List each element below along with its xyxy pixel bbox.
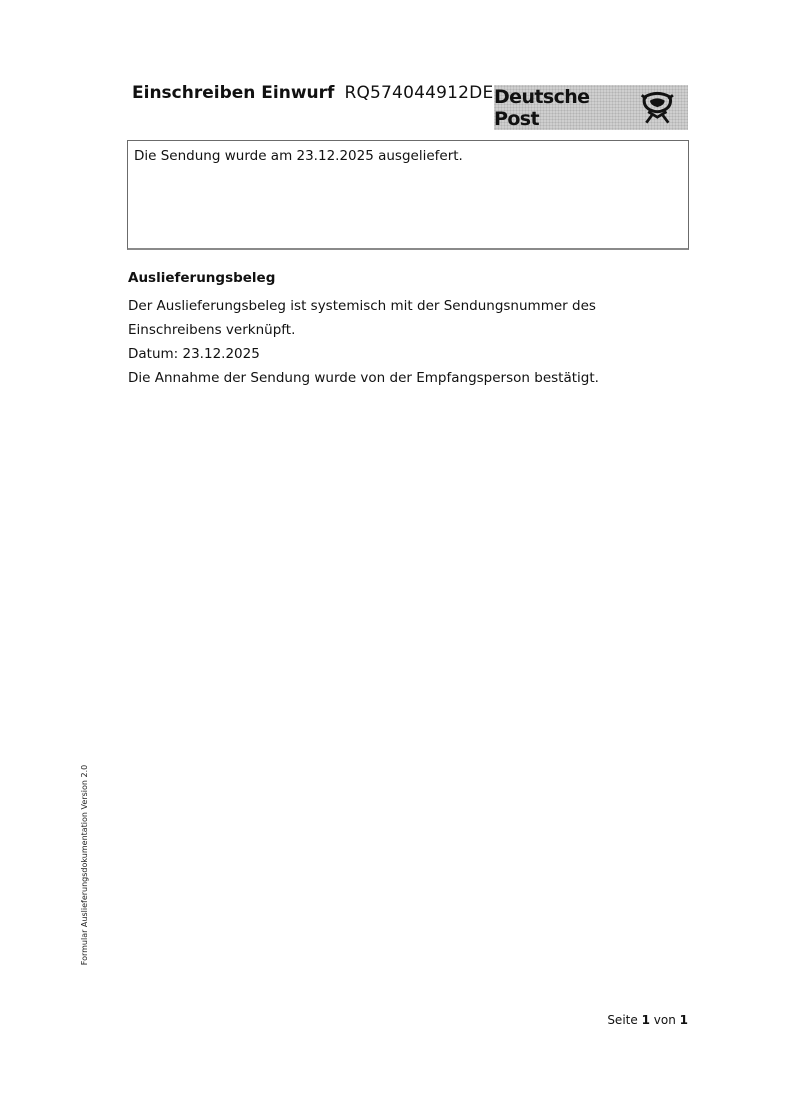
page-separator: von — [653, 1013, 676, 1027]
delivery-receipt-section — [128, 266, 688, 390]
page-number — [607, 1012, 688, 1028]
tracking-number: RQ574044912DE — [344, 83, 494, 103]
receipt-confirmation-text: Die Annahme der Sendung wurde von der Empfangsperson bestätigt. — [128, 370, 599, 386]
page-prefix: Seite — [607, 1013, 638, 1027]
deutsche-post-logo — [494, 85, 688, 130]
post-horn-icon — [639, 91, 676, 125]
page-total: 1 — [679, 1013, 688, 1027]
form-version-label: Formular Auslieferungsdokumentation Version 2.0 — [80, 764, 89, 966]
page-current: 1 — [641, 1013, 650, 1027]
delivery-status-box — [127, 140, 689, 250]
receipt-link-text: Der Auslieferungsbeleg ist systemisch mit der Sendungsnummer des Einschreibens verknüpft. — [128, 298, 596, 338]
logo-text: Deutsche Post — [494, 85, 590, 130]
delivery-receipt-heading: Auslieferungsbeleg — [128, 270, 276, 286]
delivery-status-text: Die Sendung wurde am 23.12.2025 ausgeliefert. — [134, 148, 463, 164]
document-title — [132, 82, 493, 104]
receipt-date: Datum: 23.12.2025 — [128, 346, 260, 362]
document-type: Einschreiben Einwurf — [132, 83, 335, 103]
